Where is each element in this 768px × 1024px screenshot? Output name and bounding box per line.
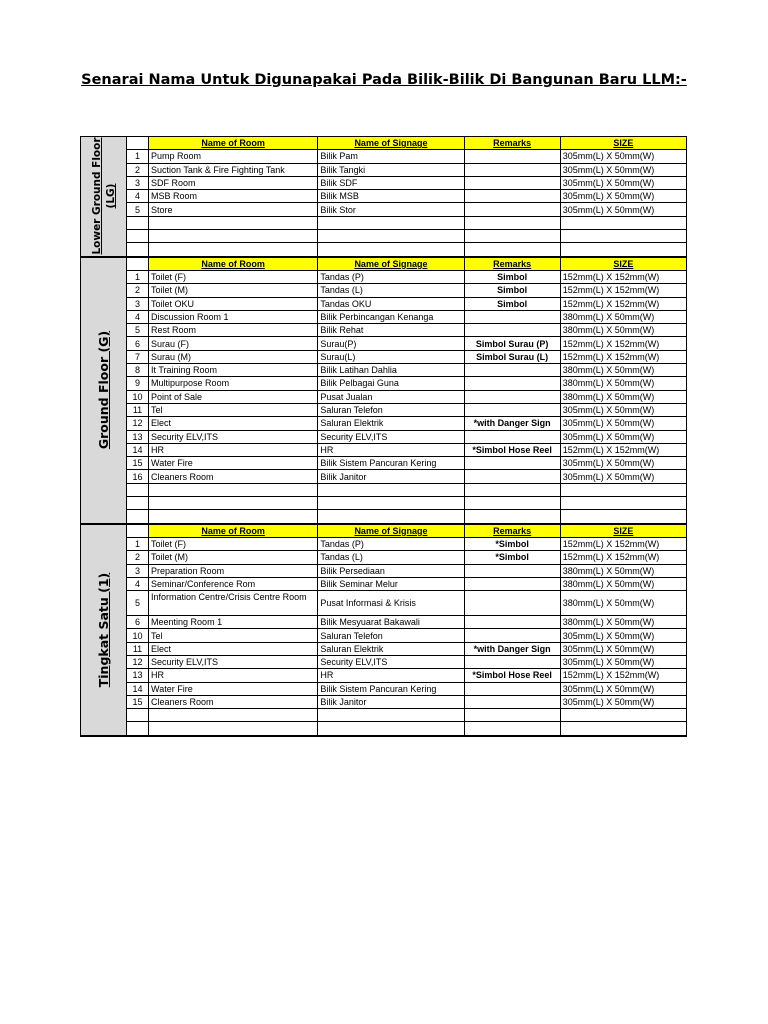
table-row: [127, 190, 686, 203]
header-no-cell: [127, 525, 149, 538]
row-no: 15: [127, 457, 149, 470]
size: 305mm(L) X 50mm(W): [560, 682, 686, 695]
table-row: [127, 616, 686, 629]
signage-name: Tandas (L): [318, 284, 464, 297]
signage-name: Saluran Telefon: [318, 403, 464, 416]
size: 305mm(L) X 50mm(W): [560, 629, 686, 642]
floor-label-code: (LG): [104, 183, 117, 209]
signage-name: Tandas (P): [318, 270, 464, 283]
room-name: Cleaners Room: [149, 470, 318, 483]
size: 305mm(L) X 50mm(W): [560, 403, 686, 416]
table-row: [127, 284, 686, 297]
table-row: [127, 390, 686, 403]
header-row: [127, 525, 686, 538]
remarks: [464, 150, 560, 163]
row-no: 4: [127, 190, 149, 203]
size: 305mm(L) X 50mm(W): [560, 176, 686, 189]
room-name: Information Centre/Crisis Centre Room: [149, 591, 318, 616]
signage-name: Bilik Sistem Pancuran Kering: [318, 682, 464, 695]
row-no: 14: [127, 443, 149, 456]
room-name: Pump Room: [149, 150, 318, 163]
signage-name: Bilik Tangki: [318, 163, 464, 176]
remarks: [464, 176, 560, 189]
row-no: 5: [127, 591, 149, 616]
row-no: 8: [127, 364, 149, 377]
empty-row: [127, 497, 686, 510]
header-size: SIZE: [560, 258, 686, 271]
size: 152mm(L) X 152mm(W): [560, 297, 686, 310]
table-row: [127, 270, 686, 283]
row-no: 13: [127, 669, 149, 682]
table-row: [127, 443, 686, 456]
remarks: Simbol: [464, 270, 560, 283]
row-no: 14: [127, 682, 149, 695]
room-name: Discussion Room 1: [149, 310, 318, 323]
signage-name: Bilik Pam: [318, 150, 464, 163]
signage-name: Tandas (L): [318, 551, 464, 564]
room-name: Water Fire: [149, 682, 318, 695]
table-row: [127, 629, 686, 642]
size: 152mm(L) X 152mm(W): [560, 537, 686, 550]
floor-label-tingkat-satu: [81, 525, 127, 735]
floor-label-text: Lower Ground Floor: [90, 137, 103, 255]
row-no: 2: [127, 284, 149, 297]
header-row: [127, 137, 686, 150]
remarks: [464, 403, 560, 416]
row-no: 1: [127, 270, 149, 283]
signage-name: Saluran Telefon: [318, 629, 464, 642]
header-no-cell: [127, 258, 149, 271]
lower-ground-table: [127, 137, 686, 256]
remarks: Simbol: [464, 297, 560, 310]
size: 152mm(L) X 152mm(W): [560, 270, 686, 283]
size: 152mm(L) X 152mm(W): [560, 669, 686, 682]
row-no: 5: [127, 203, 149, 216]
room-name: Surau (M): [149, 350, 318, 363]
row-no: 16: [127, 470, 149, 483]
signage-name: Pusat Informasi & Krisis: [318, 591, 464, 616]
section-lower-ground-floor: [81, 137, 686, 256]
size: 305mm(L) X 50mm(W): [560, 470, 686, 483]
signage-name: Surau(P): [318, 337, 464, 350]
remarks: [464, 390, 560, 403]
remarks: [464, 564, 560, 577]
header-signage: Name of Signage: [318, 525, 464, 538]
table-row: [127, 337, 686, 350]
table-row: [127, 682, 686, 695]
remarks: *Simbol Hose Reel: [464, 669, 560, 682]
remarks: [464, 203, 560, 216]
room-name: Meenting Room 1: [149, 616, 318, 629]
signage-name: HR: [318, 443, 464, 456]
row-no: 11: [127, 642, 149, 655]
table-row: [127, 669, 686, 682]
size: 305mm(L) X 50mm(W): [560, 655, 686, 668]
size: 380mm(L) X 50mm(W): [560, 324, 686, 337]
row-no: 1: [127, 537, 149, 550]
signage-name: Bilik SDF: [318, 176, 464, 189]
size: 380mm(L) X 50mm(W): [560, 564, 686, 577]
size: 305mm(L) X 50mm(W): [560, 457, 686, 470]
remarks: [464, 616, 560, 629]
room-signage-table: [80, 136, 687, 737]
header-room: Name of Room: [149, 137, 318, 150]
row-no: 12: [127, 417, 149, 430]
signage-name: Saluran Elektrik: [318, 642, 464, 655]
remarks: [464, 364, 560, 377]
remarks: *Simbol Hose Reel: [464, 443, 560, 456]
row-no: 3: [127, 564, 149, 577]
table-row: [127, 577, 686, 590]
signage-name: Bilik Persediaan: [318, 564, 464, 577]
remarks: [464, 591, 560, 616]
room-name: It Training Room: [149, 364, 318, 377]
remarks: Simbol Surau (L): [464, 350, 560, 363]
signage-name: Bilik Mesyuarat Bakawali: [318, 616, 464, 629]
section-tingkat-satu: [81, 523, 686, 735]
room-name: Seminar/Conference Rom: [149, 577, 318, 590]
row-no: 1: [127, 150, 149, 163]
empty-row: [127, 510, 686, 523]
row-no: 15: [127, 695, 149, 708]
remarks: [464, 695, 560, 708]
remarks: [464, 310, 560, 323]
signage-name: Bilik Perbincangan Kenanga: [318, 310, 464, 323]
ground-floor-table: [127, 258, 686, 523]
header-room: Name of Room: [149, 258, 318, 271]
floor-label-text: Tingkat Satu (1): [95, 572, 111, 687]
remarks: [464, 629, 560, 642]
size: 305mm(L) X 50mm(W): [560, 695, 686, 708]
signage-name: Bilik MSB: [318, 190, 464, 203]
remarks: [464, 190, 560, 203]
size: 152mm(L) X 152mm(W): [560, 284, 686, 297]
remarks: *with Danger Sign: [464, 642, 560, 655]
room-name: Toilet OKU: [149, 297, 318, 310]
remarks: *with Danger Sign: [464, 417, 560, 430]
empty-row: [127, 243, 686, 256]
room-name: Elect: [149, 642, 318, 655]
remarks: [464, 470, 560, 483]
remarks: [464, 163, 560, 176]
signage-name: Bilik Sistem Pancuran Kering: [318, 457, 464, 470]
remarks: [464, 682, 560, 695]
table-row: [127, 364, 686, 377]
size: 380mm(L) X 50mm(W): [560, 591, 686, 616]
section-ground-floor: [81, 256, 686, 523]
room-name: HR: [149, 443, 318, 456]
table-row: [127, 470, 686, 483]
room-name: Water Fire: [149, 457, 318, 470]
empty-row: [127, 230, 686, 243]
document-title: Senarai Nama Untuk Digunapakai Pada Bilik-Bilik Di Bangunan Baru LLM:-: [81, 72, 687, 88]
table-row: [127, 642, 686, 655]
signage-name: Tandas (P): [318, 537, 464, 550]
room-name: Suction Tank & Fire Fighting Tank: [149, 163, 318, 176]
remarks: [464, 457, 560, 470]
table-row: [127, 203, 686, 216]
signage-name: Bilik Janitor: [318, 470, 464, 483]
empty-row: [127, 722, 686, 735]
table-row: [127, 457, 686, 470]
room-name: Security ELV,ITS: [149, 655, 318, 668]
size: 305mm(L) X 50mm(W): [560, 150, 686, 163]
row-no: 10: [127, 629, 149, 642]
empty-row: [127, 483, 686, 496]
header-row: [127, 258, 686, 271]
table-row: [127, 564, 686, 577]
room-name: Rest Room: [149, 324, 318, 337]
table-row: [127, 310, 686, 323]
row-no: 2: [127, 163, 149, 176]
header-no-cell: [127, 137, 149, 150]
header-room: Name of Room: [149, 525, 318, 538]
signage-name: Tandas OKU: [318, 297, 464, 310]
floor-label-text: Ground Floor (G): [95, 330, 111, 450]
remarks: *Simbol: [464, 551, 560, 564]
room-name: HR: [149, 669, 318, 682]
header-signage: Name of Signage: [318, 258, 464, 271]
signage-name: Bilik Seminar Melur: [318, 577, 464, 590]
room-name: Store: [149, 203, 318, 216]
signage-name: Security ELV,ITS: [318, 655, 464, 668]
size: 380mm(L) X 50mm(W): [560, 310, 686, 323]
room-name: Toilet (M): [149, 284, 318, 297]
remarks: [464, 377, 560, 390]
room-name: Toilet (M): [149, 551, 318, 564]
table-row: [127, 591, 686, 616]
remarks: [464, 577, 560, 590]
table-row: [127, 417, 686, 430]
row-no: 7: [127, 350, 149, 363]
row-no: 11: [127, 403, 149, 416]
room-name: Tel: [149, 629, 318, 642]
table-row: [127, 297, 686, 310]
floor-label-ground: [81, 258, 127, 523]
header-size: SIZE: [560, 137, 686, 150]
row-no: 3: [127, 297, 149, 310]
table-row: [127, 537, 686, 550]
size: 380mm(L) X 50mm(W): [560, 577, 686, 590]
remarks: Simbol: [464, 284, 560, 297]
table-row: [127, 430, 686, 443]
room-name: Multipurpose Room: [149, 377, 318, 390]
floor-label-lower-ground: [81, 137, 127, 256]
size: 305mm(L) X 50mm(W): [560, 163, 686, 176]
header-size: SIZE: [560, 525, 686, 538]
room-name: Security ELV,ITS: [149, 430, 318, 443]
size: 152mm(L) X 152mm(W): [560, 551, 686, 564]
table-row: [127, 695, 686, 708]
room-name: MSB Room: [149, 190, 318, 203]
size: 305mm(L) X 50mm(W): [560, 417, 686, 430]
size: 152mm(L) X 152mm(W): [560, 337, 686, 350]
table-row: [127, 350, 686, 363]
size: 305mm(L) X 50mm(W): [560, 642, 686, 655]
row-no: 3: [127, 176, 149, 189]
row-no: 4: [127, 310, 149, 323]
table-row: [127, 163, 686, 176]
signage-name: Saluran Elektrik: [318, 417, 464, 430]
remarks: Simbol Surau (P): [464, 337, 560, 350]
empty-row: [127, 216, 686, 229]
signage-name: Bilik Janitor: [318, 695, 464, 708]
signage-name: Security ELV,ITS: [318, 430, 464, 443]
room-name: Cleaners Room: [149, 695, 318, 708]
remarks: *Simbol: [464, 537, 560, 550]
remarks: [464, 655, 560, 668]
table-row: [127, 150, 686, 163]
table-row: [127, 324, 686, 337]
header-remarks: Remarks: [464, 525, 560, 538]
signage-name: Bilik Stor: [318, 203, 464, 216]
header-remarks: Remarks: [464, 258, 560, 271]
row-no: 10: [127, 390, 149, 403]
row-no: 6: [127, 616, 149, 629]
row-no: 4: [127, 577, 149, 590]
size: 305mm(L) X 50mm(W): [560, 430, 686, 443]
table-row: [127, 403, 686, 416]
header-remarks: Remarks: [464, 137, 560, 150]
row-no: 6: [127, 337, 149, 350]
tingkat-satu-table: [127, 525, 686, 735]
size: 380mm(L) X 50mm(W): [560, 390, 686, 403]
room-name: Tel: [149, 403, 318, 416]
table-row: [127, 176, 686, 189]
header-signage: Name of Signage: [318, 137, 464, 150]
signage-name: Bilik Latihan Dahlia: [318, 364, 464, 377]
signage-name: Pusat Jualan: [318, 390, 464, 403]
signage-name: Bilik Rehat: [318, 324, 464, 337]
room-name: SDF Room: [149, 176, 318, 189]
signage-name: Surau(L): [318, 350, 464, 363]
row-no: 9: [127, 377, 149, 390]
table-row: [127, 377, 686, 390]
room-name: Preparation Room: [149, 564, 318, 577]
room-name: Elect: [149, 417, 318, 430]
remarks: [464, 324, 560, 337]
signage-name: HR: [318, 669, 464, 682]
empty-row: [127, 709, 686, 722]
size: 305mm(L) X 50mm(W): [560, 190, 686, 203]
size: 305mm(L) X 50mm(W): [560, 203, 686, 216]
table-row: [127, 551, 686, 564]
signage-name: Bilik Pelbagai Guna: [318, 377, 464, 390]
row-no: 2: [127, 551, 149, 564]
row-no: 12: [127, 655, 149, 668]
size: 152mm(L) X 152mm(W): [560, 443, 686, 456]
size: 380mm(L) X 50mm(W): [560, 364, 686, 377]
remarks: [464, 430, 560, 443]
size: 380mm(L) X 50mm(W): [560, 616, 686, 629]
size: 380mm(L) X 50mm(W): [560, 377, 686, 390]
row-no: 13: [127, 430, 149, 443]
room-name: Toilet (F): [149, 537, 318, 550]
table-row: [127, 655, 686, 668]
row-no: 5: [127, 324, 149, 337]
room-name: Surau (F): [149, 337, 318, 350]
room-name: Toilet (F): [149, 270, 318, 283]
room-name: Point of Sale: [149, 390, 318, 403]
size: 152mm(L) X 152mm(W): [560, 350, 686, 363]
